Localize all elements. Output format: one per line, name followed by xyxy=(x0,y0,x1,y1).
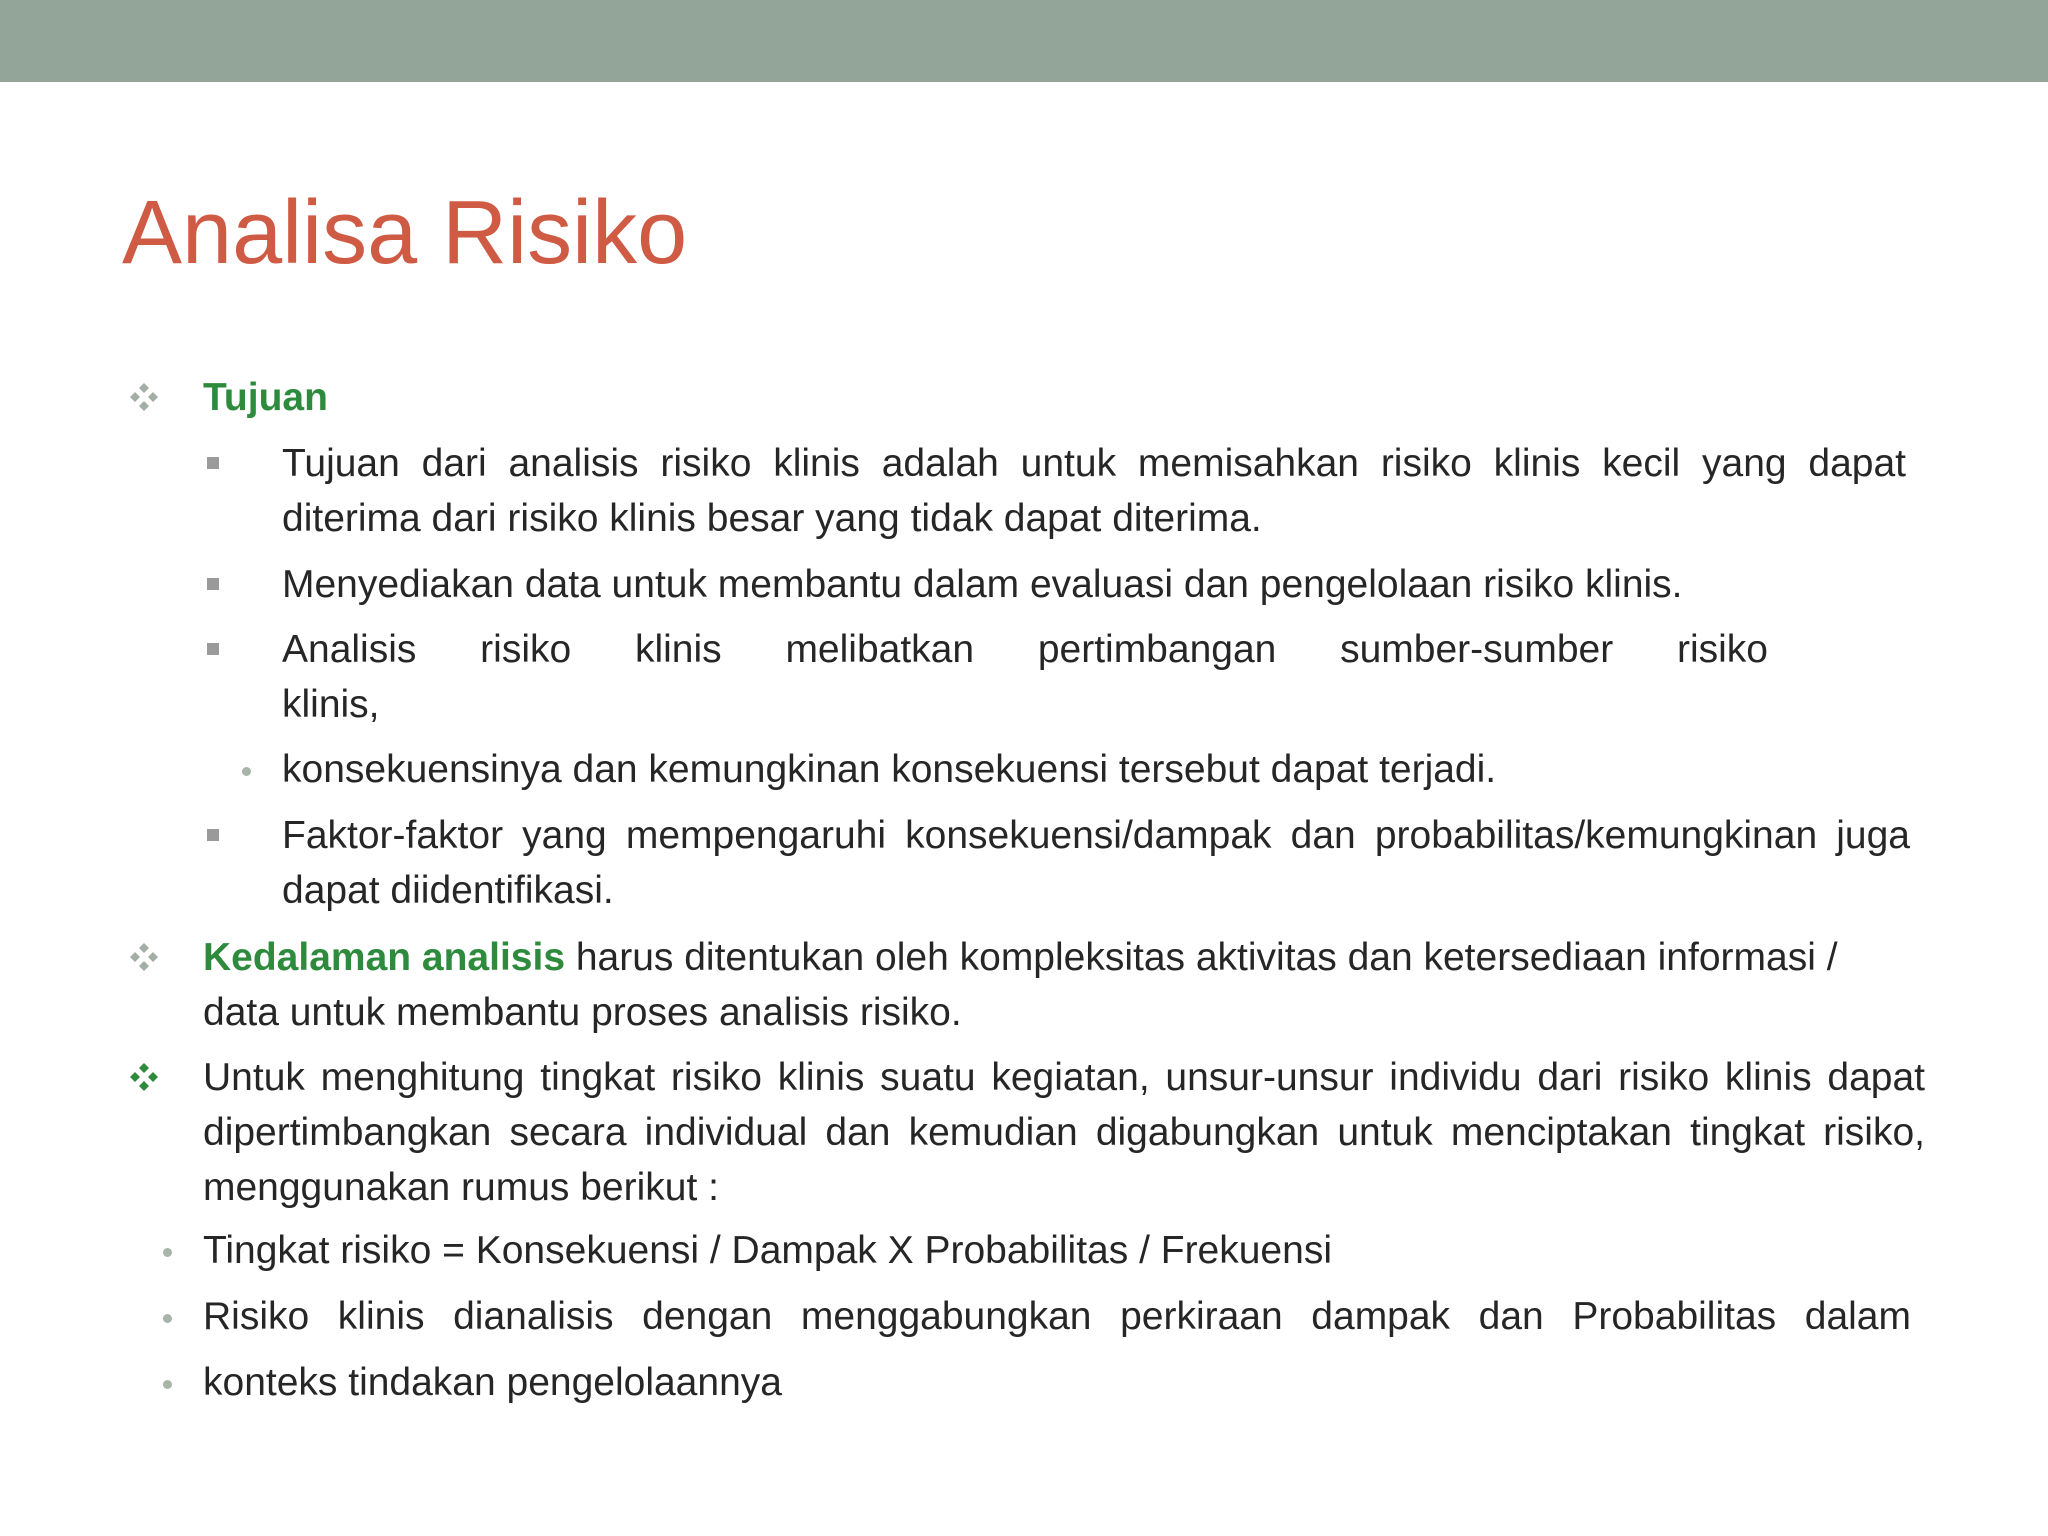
dot-bullet-icon xyxy=(163,1380,172,1389)
tujuan-bullet-2: Menyediakan data untuk membantu dalam evaluasi dan pengelolaan risiko klinis. xyxy=(282,563,1683,606)
tujuan-bullet-3: Analisis risiko klinis melibatkan pertimbangan sumber-sumber risiko xyxy=(282,628,1768,671)
four-diamond-bullet-icon xyxy=(127,1060,161,1094)
tujuan-bullet-1: Tujuan dari analisis risiko klinis adalah untuk memisahkan risiko klinis kecil yang dapat diterima dari risiko klinis besar yang tidak dapat diterima. xyxy=(282,442,1906,540)
tujuan-sub-bullet: konsekuensinya dan kemungkinan konsekuensi tersebut dapat terjadi. xyxy=(282,748,1497,791)
four-diamond-bullet-icon xyxy=(127,940,161,974)
formula-point-1: Tingkat risiko = Konsekuensi / Dampak X Probabilitas / Frekuensi xyxy=(203,1229,1332,1272)
slide-title: Analisa Risiko xyxy=(122,183,688,283)
tujuan-bullet-4: Faktor-faktor yang mempengaruhi konsekuensi/dampak dan probabilitas/kemungkinan juga dapat diidentifikasi. xyxy=(282,814,1910,912)
square-bullet-icon xyxy=(207,643,219,655)
square-bullet-icon xyxy=(207,829,219,841)
formula-point-3: konteks tindakan pengelolaannya xyxy=(203,1361,782,1404)
dot-bullet-icon xyxy=(163,1314,172,1323)
kedalaman-highlight: Kedalaman analisis xyxy=(203,936,566,979)
formula-point-2: Risiko klinis dianalisis dengan menggabungkan perkiraan dampak dan Probabilitas dalam xyxy=(203,1295,1911,1338)
kedalaman-text: harus ditentukan oleh kompleksitas aktivitas dan ketersediaan informasi / xyxy=(565,936,1838,979)
top-bar xyxy=(0,0,2048,82)
section-heading-tujuan: Tujuan xyxy=(203,376,328,419)
dot-bullet-icon xyxy=(242,767,251,776)
four-diamond-bullet-icon xyxy=(127,380,161,414)
tujuan-bullet-3-continuation: klinis, xyxy=(282,683,380,726)
square-bullet-icon xyxy=(207,578,219,590)
kedalaman-line-2: data untuk membantu proses analisis risiko. xyxy=(203,991,962,1034)
tingkat-paragraph: Untuk menghitung tingkat risiko klinis suatu kegiatan, unsur-unsur individu dari risiko klinis dapat dipertimbangkan secara individual dan kemudian digabungkan untuk menciptakan tingkat risiko, menggunakan rumus berikut : xyxy=(203,1056,1925,1209)
dot-bullet-icon xyxy=(163,1248,172,1257)
square-bullet-icon xyxy=(207,457,219,469)
kedalaman-line-1 xyxy=(203,930,1925,985)
